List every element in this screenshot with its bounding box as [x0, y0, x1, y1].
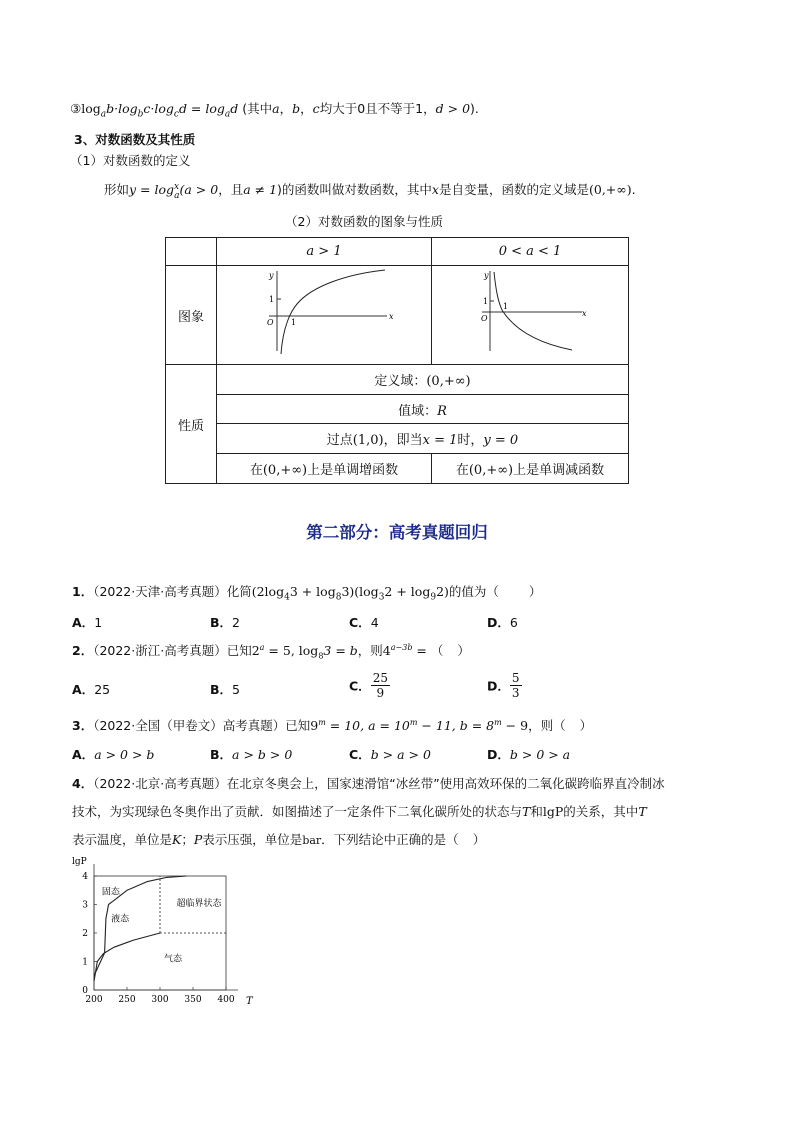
q3-option-c[interactable]: C．b > a > 0 [349, 747, 431, 762]
graph2-y-label: y [484, 271, 489, 280]
graph2-x-one: 1 [503, 302, 509, 311]
y-tick-label: 0 [82, 986, 88, 996]
question-3: 3．（2022·全国（甲卷文）高考真题）已知$9^m = 10$, $a = 10^m - 11$, $b = 8^m - 9$，则（ ） [72, 717, 593, 733]
graph2-y-one: 1 [483, 297, 489, 306]
graph2-origin-label: O [481, 314, 488, 323]
log-graph-decreasing [432, 266, 628, 360]
header-a-gt-1: a > 1 [217, 238, 432, 266]
header-a-lt-1: 0 < a < 1 [432, 238, 629, 266]
x-tick-label: 300 [151, 995, 169, 1005]
monotonic-decreasing-cell: 在(0,+∞)上是单调减函数 [432, 454, 629, 484]
definition-text: 形如$y = \log^x_a(a > 0$，且a ≠ 1)的函数叫做对数函数，其中x是自变量，函数的定义域是(0,+∞). [104, 181, 636, 201]
question-1: 1．（2022·天津·高考真题）化简$(2\log_43 + \log_83)(\log_32 + \log_92)$的值为（ ） [72, 584, 542, 603]
subheading-definition: （1）对数函数的定义 [70, 153, 191, 168]
question-4-line-2: 技术，为实现绿色冬奥作出了贡献．如图描述了一定条件下二氧化碳所处的状态与T和lgP的关系，其中T [72, 804, 647, 819]
region-label: 液态 [111, 914, 130, 925]
graph-increasing-cell [217, 266, 432, 365]
x-tick-label: 350 [184, 995, 202, 1005]
q2-option-d[interactable]: D． $\frac{5}{3}$ [487, 671, 520, 700]
graph1-y-one: 1 [269, 295, 275, 304]
log-graph-increasing [217, 266, 431, 360]
y-tick-label: 2 [82, 929, 88, 939]
graph1-origin-label: O [267, 318, 274, 327]
q1-option-c[interactable]: C．4 [349, 615, 379, 630]
graph1-y-label: y [269, 271, 274, 280]
x-tick-label: 250 [118, 995, 136, 1005]
graph1-x-one: 1 [291, 318, 297, 327]
table-corner-cell [166, 238, 217, 266]
question-4-line-3: 表示温度，单位是K；P表示压强，单位是bar．下列结论中正确的是（ ） [72, 832, 486, 847]
log-function-table [165, 237, 629, 484]
q1-option-d[interactable]: D．6 [487, 615, 518, 630]
x-tick-label: 400 [217, 995, 235, 1005]
row-label-properties: 性质 [166, 365, 217, 484]
series-line-2 [113, 876, 187, 902]
log-chain-formula: $③\log_ab\cdot\log_bc\cdot\log_cd = \log_ad$ (其中a，b，c均大于0且不等于1，d > 0). [70, 101, 479, 120]
region-label: 固态 [101, 887, 120, 898]
q3-option-a[interactable]: A．a > 0 > b [72, 747, 155, 762]
y-tick-label: 4 [82, 872, 88, 882]
region-label: 气态 [163, 954, 182, 965]
q2-option-c[interactable]: C． $\frac{25}{9}$ [349, 671, 388, 700]
row-label-graph: 图象 [166, 266, 217, 365]
q2-option-a[interactable]: A．25 [72, 682, 111, 697]
q3-option-d[interactable]: D．b > 0 > a [487, 747, 571, 762]
y-tick-label: 3 [82, 900, 88, 911]
x-axis-label: T [246, 996, 253, 1007]
range-cell: 值域：R [217, 395, 629, 424]
x-tick-label: 200 [85, 995, 103, 1005]
graph-decreasing-cell [432, 266, 629, 365]
question-4-line-1: 4．（2022·北京·高考真题）在北京冬奥会上，国家速滑馆“冰丝带”使用高效环保的二氧化碳跨临界直冷制冰 [72, 776, 665, 791]
q1-option-a[interactable]: A．1 [72, 615, 103, 630]
fixed-point-cell: 过点(1,0)，即当x = 1时，y = 0 [217, 424, 629, 454]
series-line-0 [94, 933, 160, 976]
section-title: 第二部分：高考真题回归 [306, 523, 488, 542]
q3-option-b[interactable]: B．a > b > 0 [210, 747, 293, 762]
graph1-x-label: x [389, 312, 394, 321]
monotonic-increasing-cell: 在(0,+∞)上是单调增函数 [217, 454, 432, 484]
y-tick-label: 1 [82, 957, 88, 968]
q1-option-b[interactable]: B．2 [210, 615, 240, 630]
co2-phase-diagram [68, 852, 268, 1012]
series-line-1 [105, 902, 113, 953]
question-2: 2．（2022·浙江·高考真题）已知$2^a = 5$, $\log_83 = b$，则$4^{a-3b}$ = （ ） [72, 642, 470, 661]
graph2-x-label: x [582, 309, 587, 318]
y-axis-label: lgP [72, 857, 87, 867]
heading-log-functions: 3、对数函数及其性质 [74, 132, 196, 147]
region-label: 超临界状态 [176, 898, 222, 909]
domain-cell: 定义域：(0,+∞) [217, 365, 629, 395]
q2-option-b[interactable]: B．5 [210, 682, 240, 697]
subheading-graph-properties: （2）对数函数的图象与性质 [285, 214, 443, 229]
